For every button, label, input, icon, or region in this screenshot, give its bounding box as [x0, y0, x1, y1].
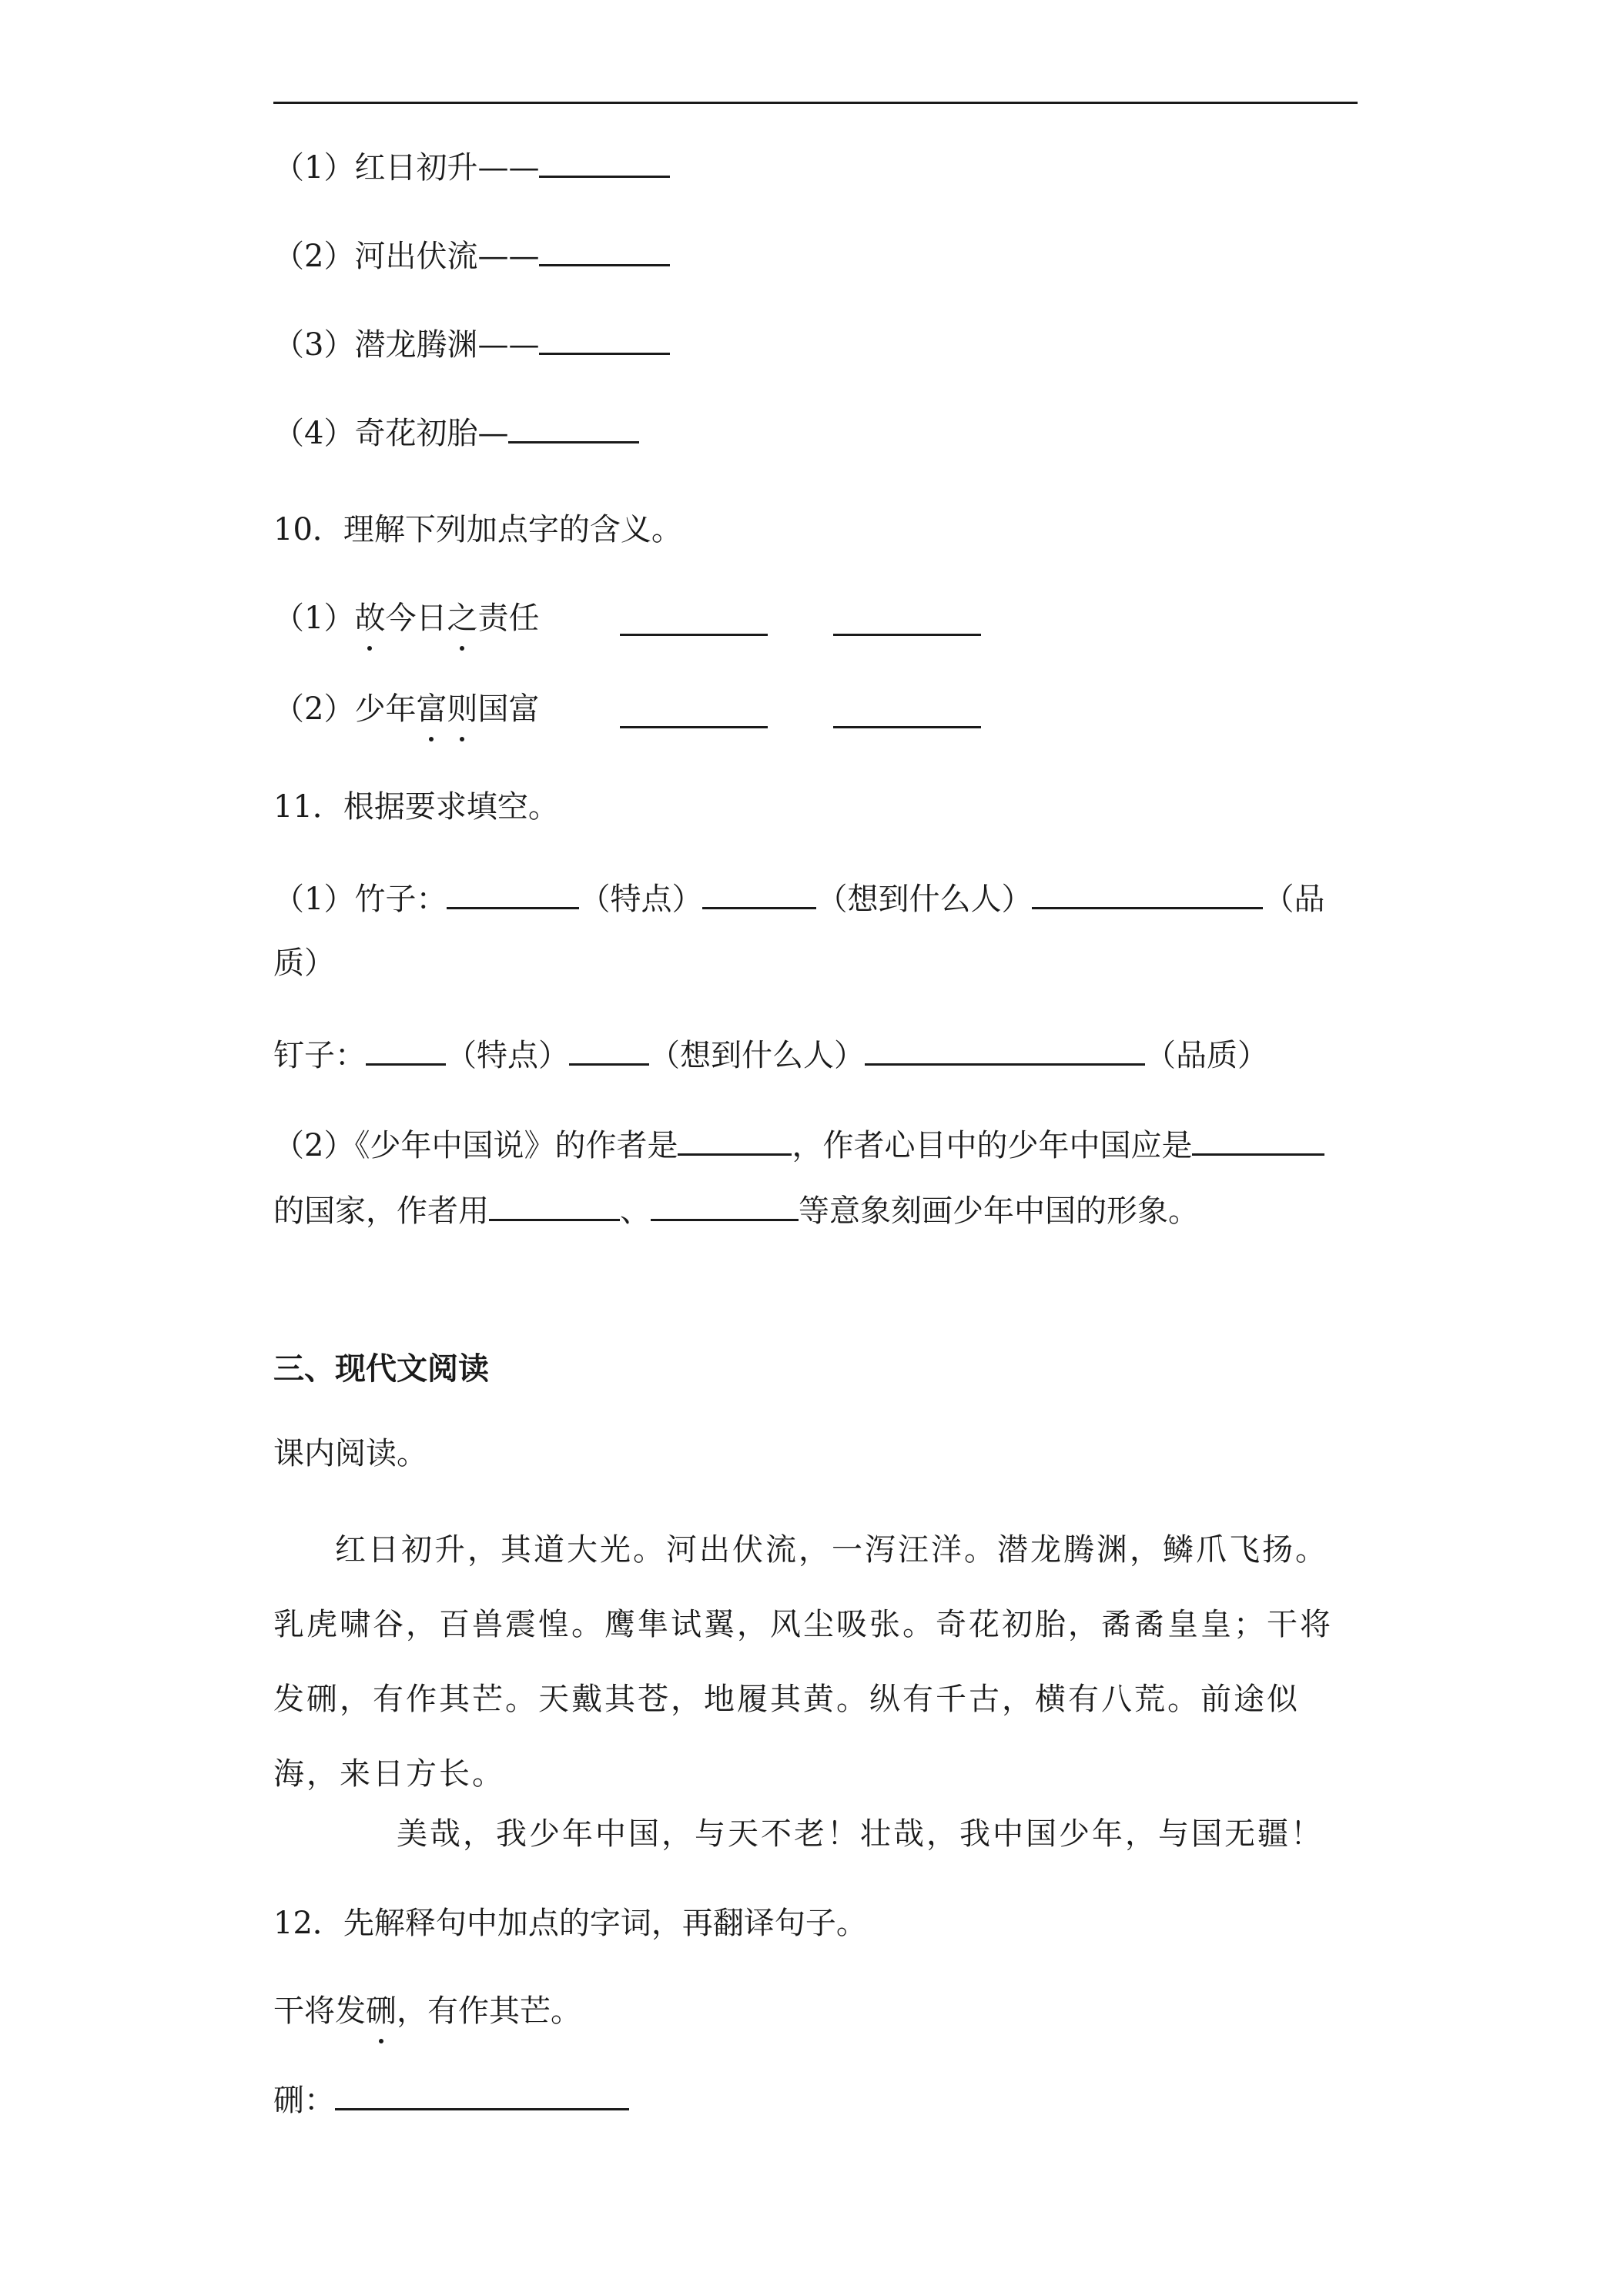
q11-nail-line: [273, 1034, 1268, 1077]
reading-passage: 红日初升，其道大光。河出伏流，一泻汪洋。潜龙腾渊，鳞爪飞扬。乳虎啸谷，百兽震惶。鹰隼试翼，风尘吸张。奇花初胎，矞矞皇皇；干将发硎，有作其芒。天戴其苍，地履其黄。纵有千古，横有八荒。前途似海，来日方长。: [273, 1532, 1333, 1792]
answer-blank[interactable]: [539, 235, 670, 266]
answer-blank[interactable]: [1192, 1124, 1324, 1156]
header-rule: [273, 102, 1358, 104]
q12-answer-line: [273, 2079, 629, 2122]
bamboo-label: （1）竹子：: [273, 882, 447, 917]
q11-bamboo-line: [273, 878, 1324, 921]
answer-blank[interactable]: [569, 1034, 649, 1066]
answer-blank[interactable]: [678, 1124, 792, 1156]
q12-title: 12．先解释句中加点的字词，再翻译句子。: [273, 1906, 867, 1941]
item-4: [273, 412, 639, 455]
answer-blank[interactable]: [539, 146, 670, 178]
q10-item-1: [273, 597, 539, 640]
item-2: [273, 235, 670, 278]
dotted-char: 故: [354, 597, 385, 640]
p2-text-d: 等意象刻画少年中国的形象。: [799, 1193, 1199, 1229]
answer-blank[interactable]: [865, 1034, 1145, 1066]
nail-label: 钉子：: [273, 1038, 366, 1073]
p2-text-b: ，作者心目中的少年中国应是: [792, 1128, 1193, 1163]
quality-label: （品质）: [1145, 1038, 1268, 1073]
q10-item-2: [273, 688, 539, 731]
answer-blank[interactable]: [702, 878, 816, 909]
answer-blank[interactable]: [620, 604, 768, 636]
trait-label: （特点）: [446, 1038, 569, 1073]
dotted-char: 之: [447, 597, 477, 640]
person-label: （想到什么人）: [649, 1038, 865, 1073]
quality-label-start: （品: [1263, 882, 1325, 917]
answer-blank[interactable]: [508, 412, 639, 443]
dotted-char: 硎: [366, 1990, 397, 2033]
q10-item-2-prefix: （2）少年: [273, 691, 417, 727]
p2-text-a: （2）《少年中国说》的作者是: [273, 1128, 678, 1163]
p2-text-c: 的国家，作者用: [273, 1193, 489, 1229]
trait-label: （特点）: [579, 882, 703, 917]
item-3: [273, 323, 670, 366]
q10-item-1-suffix: 责任: [477, 601, 540, 636]
item-4-text: （4）奇花初胎—: [273, 416, 509, 451]
q10-title: 10．理解下列加点字的含义。: [273, 512, 682, 547]
q10-item-1-prefix: （1）: [273, 601, 355, 636]
q10-item-2-suffix: 国富: [477, 691, 540, 727]
item-2-text: （2）河出伏流——: [273, 239, 540, 274]
answer-blank[interactable]: [366, 1034, 446, 1066]
p2-separator: 、: [620, 1193, 651, 1229]
q11-title: 11．根据要求填空。: [273, 789, 559, 825]
q11-p2-line2: [273, 1190, 1199, 1233]
q10-item-1-mid: 今日: [385, 601, 447, 636]
answer-blank[interactable]: [651, 1190, 799, 1221]
answer-blank[interactable]: [833, 604, 981, 636]
q12-sentence-pre: 干将发: [273, 1993, 366, 2029]
section-heading: 三、现代文阅读: [273, 1350, 489, 1387]
answer-blank[interactable]: [539, 323, 670, 355]
q11-bamboo-line-cont: 质）: [273, 946, 335, 981]
section-subheading: 课内阅读。: [273, 1436, 427, 1471]
q11-p2-line1: [273, 1124, 1324, 1167]
answer-blank[interactable]: [1032, 878, 1263, 909]
person-label: （想到什么人）: [816, 882, 1033, 917]
answer-blank[interactable]: [489, 1190, 620, 1221]
answer-blank[interactable]: [447, 878, 579, 909]
passage-closing: 美哉，我少年中国，与天不老！壮哉，我中国少年，与国无疆！: [397, 1816, 1324, 1852]
answer-blank[interactable]: [335, 2079, 629, 2110]
answer-blank[interactable]: [620, 697, 768, 728]
q12-sentence: [273, 1990, 581, 2033]
q12-sentence-post: ，有作其芒。: [397, 1993, 581, 2029]
item-1-text: （1）红日初升——: [273, 150, 540, 186]
dotted-char: 富: [416, 688, 447, 731]
answer-blank[interactable]: [833, 697, 981, 728]
dotted-char: 则: [447, 688, 477, 731]
item-1: [273, 146, 670, 189]
item-3-text: （3）潜龙腾渊——: [273, 327, 540, 363]
q12-label: 硎：: [273, 2083, 335, 2118]
